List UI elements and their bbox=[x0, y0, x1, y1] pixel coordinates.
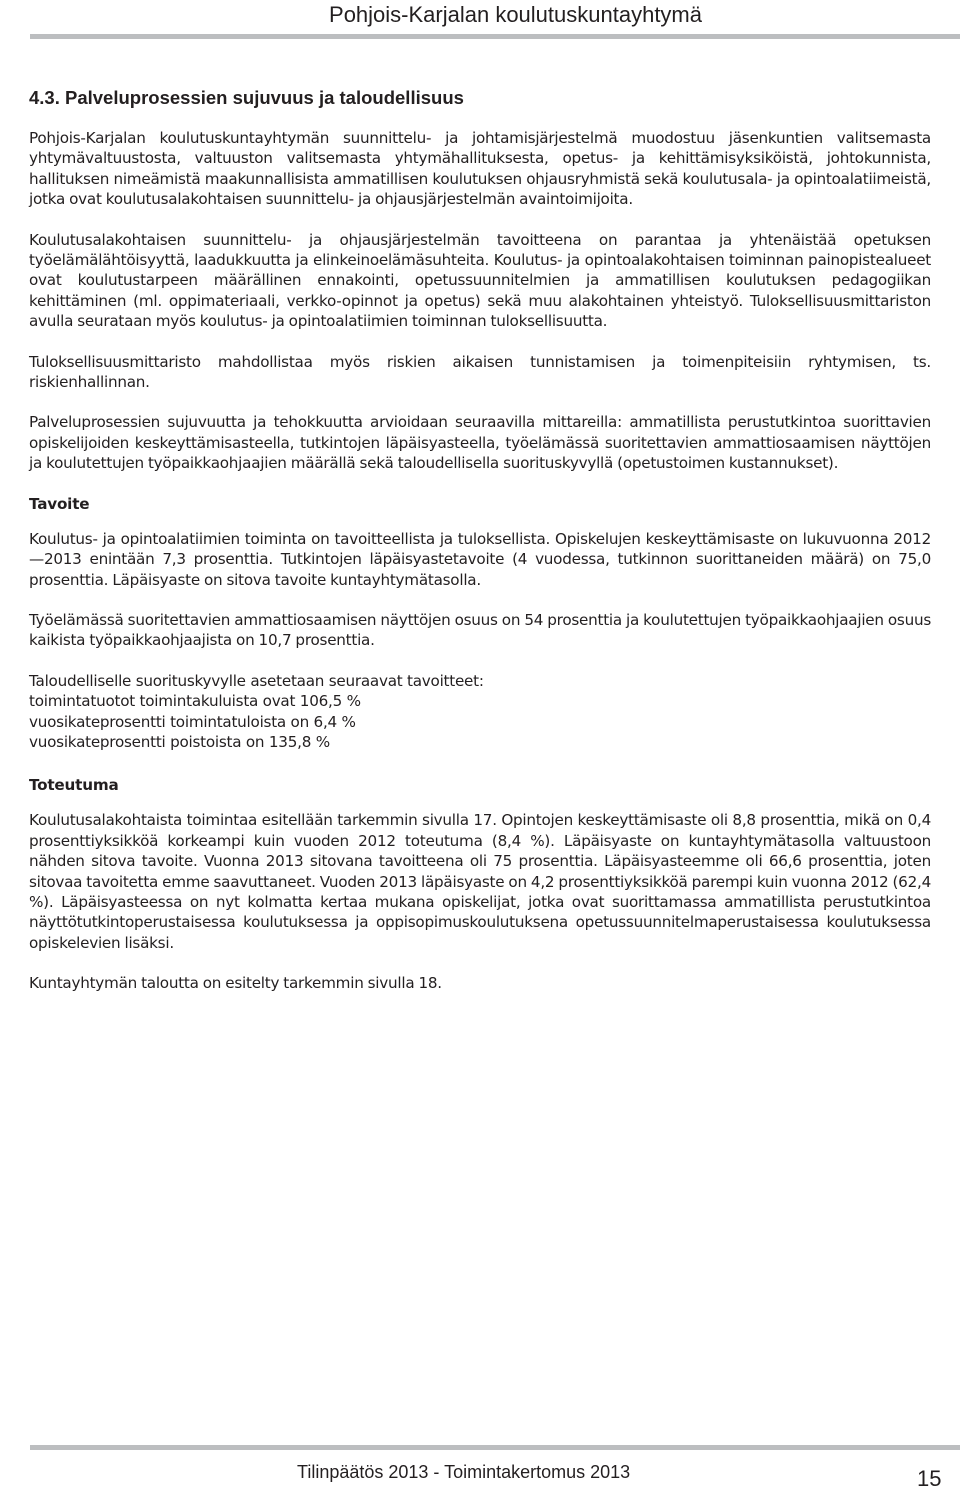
intro-paragraph-3: Tuloksellisuusmittaristo mahdollistaa myös riskien aikaisen tunnistamisen ja toimenpiteisiin ryhtymisen, ts. riskienhallinnan. bbox=[29, 352, 931, 392]
section-heading: 4.3. Palveluprosessien sujuvuus ja taloudellisuus bbox=[29, 87, 464, 108]
footer-divider bbox=[30, 1445, 960, 1450]
intro-paragraph-2: Koulutusalakohtaisen suunnittelu- ja ohjausjärjestelmän tavoitteena on parantaa ja yhtenäistää opetuksen työelämälähtöisyyttä, laadukkuutta ja elinkeinoelämäsuhteita. Koulutus- ja opintoalakohtaisen toiminnan painopistealueet ovat koulutustarpeen määrällinen ennakointi, opetussuunnitelmien ja ammatillisen koulutuksen pedagogiikan kehittäminen (ml. oppimateriaali, verkko-opinnot ja opetus) sekä muu alakohtainen yhteistyö. Tuloksellisuusmittariston avulla seurataan myös koulutus- ja opintoalatiimien toiminnan tuloksellisuutta. bbox=[29, 230, 931, 331]
toteutuma-heading: Toteutuma bbox=[29, 776, 119, 795]
main-content bbox=[29, 86, 931, 1014]
target-item: vuosikateprosentti toimintatuloista on 6,4 % bbox=[29, 712, 356, 731]
targets-intro: Taloudelliselle suorituskyvylle asetetaan seuraavat tavoitteet: bbox=[29, 671, 484, 690]
toteutuma-paragraph-1: Koulutusalakohtaista toimintaa esitellään tarkemmin sivulla 17. Opintojen keskeyttämisaste oli 8,8 prosenttia, mikä on 0,4 prosenttiyksikköä korkeampi kuin vuoden 2012 toteutuma (8,4 %). Läpäisyaste on kuntayhtymätasolla valtuustoon nähden sitova tavoite. Vuonna 2013 sitovana tavoitteena oli 75 prosenttia. Läpäisyasteemme oli 66,6 prosenttia, joten sitovaa tavoitetta emme saavuttaneet. Vuoden 2013 läpäisyaste on 4,2 prosenttiyksikköä parempi kuin vuonna 2012 (62,4 %). Läpäisyasteessa on nyt kolmatta kertaa mukana opiskelijat, jotka ovat suorittamassa ammatillista perustutkintoa näyttötutkintoperustaisessa koulutuksessa ja oppisopimuskoulutuksena opetussuunnitelmaperustaisessa koulutuksessa opiskelevien lisäksi. bbox=[29, 811, 931, 952]
tavoite-paragraph-2: Työelämässä suoritettavien ammattiosaamisen näyttöjen osuus on 54 prosenttia ja koulutettujen työpaikkaohjaajien osuus kaikista työpaikkaohjaajista on 10,7 prosenttia. bbox=[29, 610, 931, 650]
header-divider bbox=[30, 34, 960, 39]
intro-paragraph-4: Palveluprosessien sujuvuutta ja tehokkuutta arvioidaan seuraavilla mittareilla: ammatillista perustutkintoa suorittavien opiskelijoiden keskeyttämisasteella, tutkintojen läpäisyasteella, työelämässä suoritettavien ammattiosaamisen näyttöjen ja koulutettujen työpaikkaohjaajien määrällä sekä taloudellisella suorituskyvyllä (opetustoimen kustannukset). bbox=[29, 413, 931, 473]
tavoite-heading: Tavoite bbox=[29, 494, 90, 513]
tavoite-paragraph-1: Koulutus- ja opintoalatiimien toiminta on tavoitteellista ja tuloksellista. Opiskelujen keskeyttämisaste on lukuvuonna 2012—2013 enintään 7,3 prosenttia. Tutkintojen läpäisyastetavoite (4 vuodessa, tutkinnon suorittaneiden määrä) on 75,0 prosenttia. Läpäisyaste on sitova tavoite kuntayhtymätasolla. bbox=[29, 529, 931, 589]
target-item: toimintatuotot toimintakuluista ovat 106,5 % bbox=[29, 692, 361, 711]
target-item: vuosikateprosentti poistoista on 135,8 % bbox=[29, 732, 330, 751]
financial-targets bbox=[29, 671, 931, 753]
page-number: 15 bbox=[917, 1466, 942, 1491]
document-header-title: Pohjois-Karjalan koulutuskuntayhtymä bbox=[329, 2, 702, 27]
toteutuma-paragraph-2: Kuntayhtymän taloutta on esitelty tarkemmin sivulla 18. bbox=[29, 974, 442, 993]
intro-paragraph-1: Pohjois-Karjalan koulutuskuntayhtymän suunnittelu- ja johtamisjärjestelmä muodostuu jäsenkuntien valitsemasta yhtymävaltuustosta, valtuuston valitsemasta yhtymähallituksesta, opetus- ja kehittämisyksiköistä, johtokunnista, hallituksen nimeämistä maakunnallisista ammatillisen koulutuksen ohjausryhmistä sekä koulutusala- ja opintoalatiimeistä, jotka ovat koulutusalakohtaisen suunnittelu- ja ohjausjärjestelmän avaintoimijoita. bbox=[29, 129, 931, 209]
footer-title: Tilinpäätös 2013 - Toimintakertomus 2013 bbox=[297, 1462, 631, 1482]
